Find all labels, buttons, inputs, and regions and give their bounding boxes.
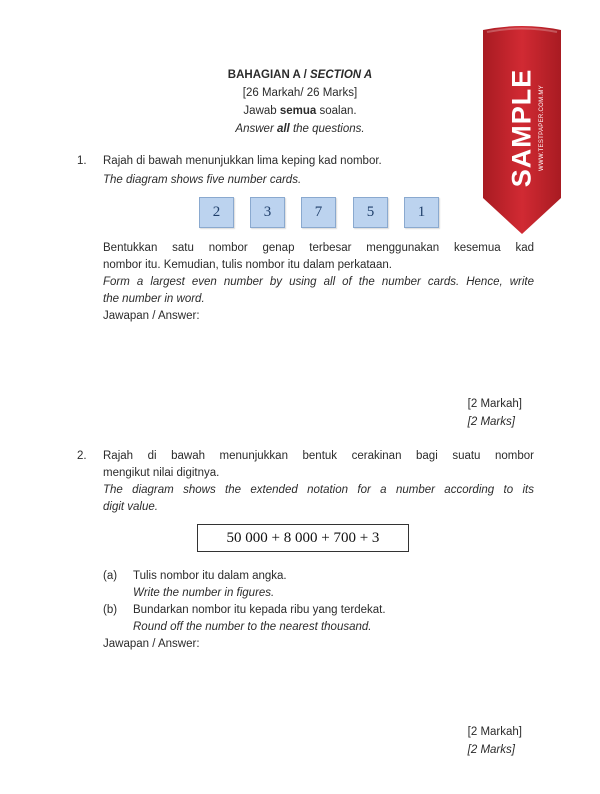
q2a-en: Write the number in figures. [133, 587, 275, 599]
number-card: 5 [353, 197, 388, 228]
q1-marks-en: [2 Marks] [467, 416, 515, 428]
q1-marks [468, 395, 522, 431]
number-card: 7 [301, 197, 336, 228]
q1-marks-ms: [2 Markah] [467, 398, 522, 410]
q2-stem-en-line1: The diagram shows the extended notation for a number according to its [103, 484, 534, 496]
number-card: 2 [199, 197, 234, 228]
q2-marks-ms: [2 Markah] [467, 726, 522, 738]
q2-stem-ms-line2: mengikut nilai digitnya. [103, 467, 220, 479]
q1-answer-label: Jawapan / Answer: [103, 310, 200, 322]
section-marks: [26 Markah/ 26 Marks] [242, 87, 358, 99]
section-title: BAHAGIAN A / SECTION A [227, 69, 373, 81]
q2-answer-label: Jawapan / Answer: [103, 638, 200, 650]
instruction-en: Answer all the questions. [235, 123, 365, 135]
q2-number: 2. [77, 450, 87, 462]
sample-url: WWW.TESTPAPER.COM.MY [539, 85, 545, 171]
q1-stem-en: The diagram shows five number cards. [103, 174, 302, 186]
number-card: 3 [250, 197, 285, 228]
sample-watermark-ribbon [483, 22, 561, 236]
number-card: 1 [404, 197, 439, 228]
q2-stem-ms-line1: Rajah di bawah menunjukkan bentuk cerakinan bagi suatu nombor [103, 450, 534, 462]
q2a-label: (a) [103, 570, 118, 582]
q1-number: 1. [77, 155, 87, 167]
q2-marks [468, 723, 522, 759]
q1-task-en-line1: Form a largest even number by using all of the number cards. Hence, write [103, 276, 534, 288]
extended-notation-box: 50 000 + 8 000 + 700 + 3 [197, 524, 409, 552]
q1-task-ms-line1: Bentukkan satu nombor genap terbesar menggunakan kesemua kad [103, 242, 534, 254]
q2b-ms: Bundarkan nombor itu kepada ribu yang terdekat. [133, 604, 386, 616]
q2-marks-en: [2 Marks] [467, 744, 515, 756]
q2a-ms: Tulis nombor itu dalam angka. [133, 570, 287, 582]
q1-stem-ms: Rajah di bawah menunjukkan lima keping kad nombor. [103, 155, 382, 167]
q2b-label: (b) [103, 604, 118, 616]
q1-task-en-line2: the number in word. [103, 293, 205, 305]
sample-word: SAMPLE [506, 68, 537, 188]
q2b-en: Round off the number to the nearest thousand. [133, 621, 372, 633]
q1-task-ms-line2: nombor itu. Kemudian, tulis nombor itu dalam perkataan. [103, 259, 392, 271]
q2-stem-en-line2: digit value. [103, 501, 158, 513]
instruction-ms: Jawab semua soalan. [243, 105, 357, 117]
